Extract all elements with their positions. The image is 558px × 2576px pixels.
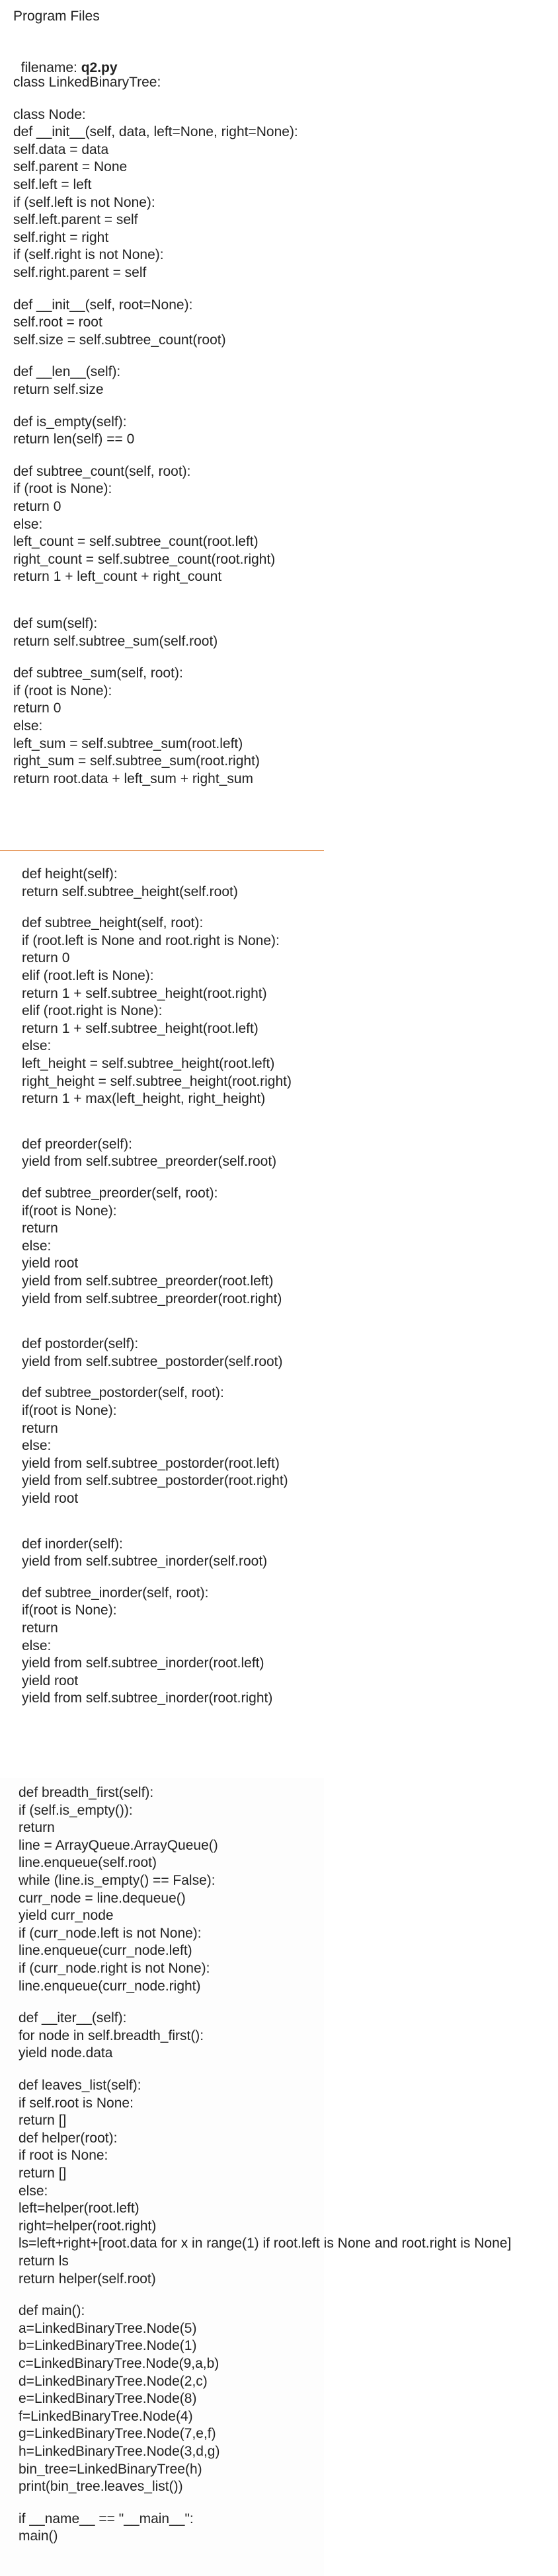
code-line: if (self.is_empty()): <box>19 1802 133 1818</box>
code-line: self.parent = None <box>13 159 128 175</box>
code-line: return ls <box>19 2254 69 2269</box>
code-line: right=helper(root.right) <box>19 2218 157 2234</box>
code-line: h=LinkedBinaryTree.Node(3,d,g) <box>19 2444 220 2459</box>
code-line: def is_empty(self): <box>13 414 127 430</box>
code-line: return 0 <box>13 499 61 514</box>
code-line: yield root <box>22 1673 79 1688</box>
code-line: yield from self.subtree_inorder(root.left) <box>22 1655 264 1671</box>
code-line: else: <box>13 516 43 532</box>
code-line: c=LinkedBinaryTree.Node(9,a,b) <box>19 2356 219 2371</box>
page-title: Program Files <box>13 9 100 24</box>
code-line: line.enqueue(curr_node.left) <box>19 1943 192 1959</box>
code-line: if (root is None): <box>13 683 112 699</box>
code-line: right_sum = self.subtree_sum(root.right) <box>13 753 260 769</box>
code-line: for node in self.breadth_first(): <box>19 2027 204 2043</box>
code-line: return helper(self.root) <box>19 2271 156 2287</box>
code-line: def subtree_sum(self, root): <box>13 665 183 681</box>
code-line: left_sum = self.subtree_sum(root.left) <box>13 736 243 751</box>
code-line: return self.size <box>13 382 104 397</box>
code-line: yield from self.subtree_preorder(root.left) <box>22 1273 274 1289</box>
code-line: if (self.left is not None): <box>13 194 155 210</box>
code-line: self.root = root <box>13 315 102 330</box>
code-line: left=helper(root.left) <box>19 2201 140 2216</box>
code-line: def subtree_preorder(self, root): <box>22 1186 218 1201</box>
code-line: def __init__(self, data, left=None, right=None): <box>13 124 298 140</box>
code-line: if (root is None): <box>13 481 112 497</box>
code-line: self.data = data <box>13 141 109 157</box>
code-line: return <box>22 1420 58 1436</box>
code-line: a=LinkedBinaryTree.Node(5) <box>19 2320 197 2336</box>
code-line: return 0 <box>22 950 70 966</box>
code-line: return <box>22 1221 58 1236</box>
code-line: if (curr_node.right is not None): <box>19 1961 210 1976</box>
code-line: elif (root.left is None): <box>22 968 154 983</box>
code-line: def height(self): <box>22 866 118 882</box>
code-line: b=LinkedBinaryTree.Node(1) <box>19 2338 197 2354</box>
code-line: yield from self.subtree_postorder(root.right) <box>22 1473 288 1489</box>
code-line: def main(): <box>19 2303 85 2319</box>
code-line: self.right.parent = self <box>13 265 147 280</box>
code-line: else: <box>22 1238 52 1254</box>
code-line: if(root is None): <box>22 1603 117 1618</box>
code-line: g=LinkedBinaryTree.Node(7,e,f) <box>19 2426 216 2442</box>
code-line: else: <box>13 718 43 734</box>
code-line: def preorder(self): <box>22 1136 132 1152</box>
code-line: while (line.is_empty() == False): <box>19 1873 216 1888</box>
code-line: self.left = left <box>13 177 92 192</box>
code-line: left_height = self.subtree_height(root.left) <box>22 1056 275 1071</box>
code-line: yield from self.subtree_postorder(root.left) <box>22 1455 280 1471</box>
code-line: return 1 + self.subtree_height(root.left) <box>22 1020 259 1036</box>
code-line: ls=left+right+[root.data for x in range(1) if root.left is None and root.right is None] <box>19 2236 512 2252</box>
code-line: def subtree_inorder(self, root): <box>22 1585 209 1601</box>
code-line: elif (root.right is None): <box>22 1003 163 1019</box>
code-line: def __len__(self): <box>13 364 121 380</box>
filename-label: filename: <box>20 60 81 75</box>
code-line: return <box>22 1620 58 1636</box>
code-line: return 1 + left_count + right_count <box>13 569 222 585</box>
code-line: class Node: <box>13 106 86 122</box>
code-line: return self.subtree_sum(self.root) <box>13 633 218 649</box>
code-line: return <box>19 1820 55 1836</box>
code-line: main() <box>19 2528 58 2544</box>
code-line: else: <box>19 2183 48 2199</box>
code-line: f=LinkedBinaryTree.Node(4) <box>19 2408 193 2424</box>
code-line: def subtree_count(self, root): <box>13 463 191 479</box>
code-line: def breadth_first(self): <box>19 1785 154 1800</box>
code-line: self.size = self.subtree_count(root) <box>13 332 226 348</box>
code-line: line.enqueue(self.root) <box>19 1855 157 1871</box>
code-line: yield root <box>22 1491 79 1506</box>
code-line: return self.subtree_height(self.root) <box>22 884 238 899</box>
code-line: self.right = right <box>13 229 109 245</box>
code-line: return 0 <box>13 701 61 716</box>
code-line: yield curr_node <box>19 1908 114 1924</box>
code-line: yield node.data <box>19 2045 113 2061</box>
code-line: line.enqueue(curr_node.right) <box>19 1978 201 1994</box>
code-line: def inorder(self): <box>22 1536 123 1552</box>
section-divider <box>0 850 324 851</box>
code-line: right_height = self.subtree_height(root.right) <box>22 1073 292 1089</box>
code-line: def __init__(self, root=None): <box>13 297 193 313</box>
code-line: if (root.left is None and root.right is None): <box>22 932 280 948</box>
code-line: if self.root is None: <box>19 2095 134 2111</box>
code-line: else: <box>22 1438 52 1454</box>
code-line: curr_node = line.dequeue() <box>19 1890 186 1906</box>
code-line: def leaves_list(self): <box>19 2078 141 2093</box>
code-line: bin_tree=LinkedBinaryTree(h) <box>19 2461 202 2477</box>
code-line: if(root is None): <box>22 1403 117 1418</box>
code-line: yield from self.subtree_preorder(self.root) <box>22 1154 277 1170</box>
code-line: yield from self.subtree_preorder(root.right) <box>22 1291 282 1307</box>
code-line: if (self.right is not None): <box>13 247 164 263</box>
code-line: def subtree_height(self, root): <box>22 915 204 931</box>
code-line: yield from self.subtree_inorder(root.right) <box>22 1690 273 1706</box>
code-line: def sum(self): <box>13 616 98 631</box>
code-line: else: <box>22 1638 52 1653</box>
code-line: yield from self.subtree_postorder(self.root) <box>22 1353 283 1369</box>
code-line: def postorder(self): <box>22 1336 139 1352</box>
code-line: if __name__ == "__main__": <box>19 2511 194 2526</box>
code-line: return root.data + left_sum + right_sum <box>13 771 254 786</box>
code-line: return [] <box>19 2166 67 2181</box>
code-line: right_count = self.subtree_count(root.right) <box>13 551 276 567</box>
code-line: if (curr_node.left is not None): <box>19 1925 202 1941</box>
code-line: self.left.parent = self <box>13 212 138 228</box>
code-line: return 1 + self.subtree_height(root.right) <box>22 985 267 1001</box>
code-line: class LinkedBinaryTree: <box>13 75 161 90</box>
code-line: return 1 + max(left_height, right_height) <box>22 1091 266 1107</box>
code-line: if root is None: <box>19 2148 108 2164</box>
filename-value: q2.py <box>81 60 118 75</box>
code-line: if(root is None): <box>22 1203 117 1219</box>
code-line: def __iter__(self): <box>19 2010 127 2026</box>
code-line: print(bin_tree.leaves_list()) <box>19 2479 183 2495</box>
code-line: yield root <box>22 1256 79 1271</box>
code-line: return len(self) == 0 <box>13 432 135 447</box>
code-line: def subtree_postorder(self, root): <box>22 1385 224 1401</box>
code-line: e=LinkedBinaryTree.Node(8) <box>19 2391 197 2407</box>
code-line: d=LinkedBinaryTree.Node(2,c) <box>19 2373 208 2389</box>
code-line: else: <box>22 1038 52 1054</box>
code-line: def helper(root): <box>19 2130 118 2146</box>
code-line: return [] <box>19 2113 67 2129</box>
code-line: left_count = self.subtree_count(root.left) <box>13 534 259 550</box>
code-line: line = ArrayQueue.ArrayQueue() <box>19 1837 218 1853</box>
filename-line <box>13 42 118 75</box>
code-line: yield from self.subtree_inorder(self.root) <box>22 1554 268 1570</box>
